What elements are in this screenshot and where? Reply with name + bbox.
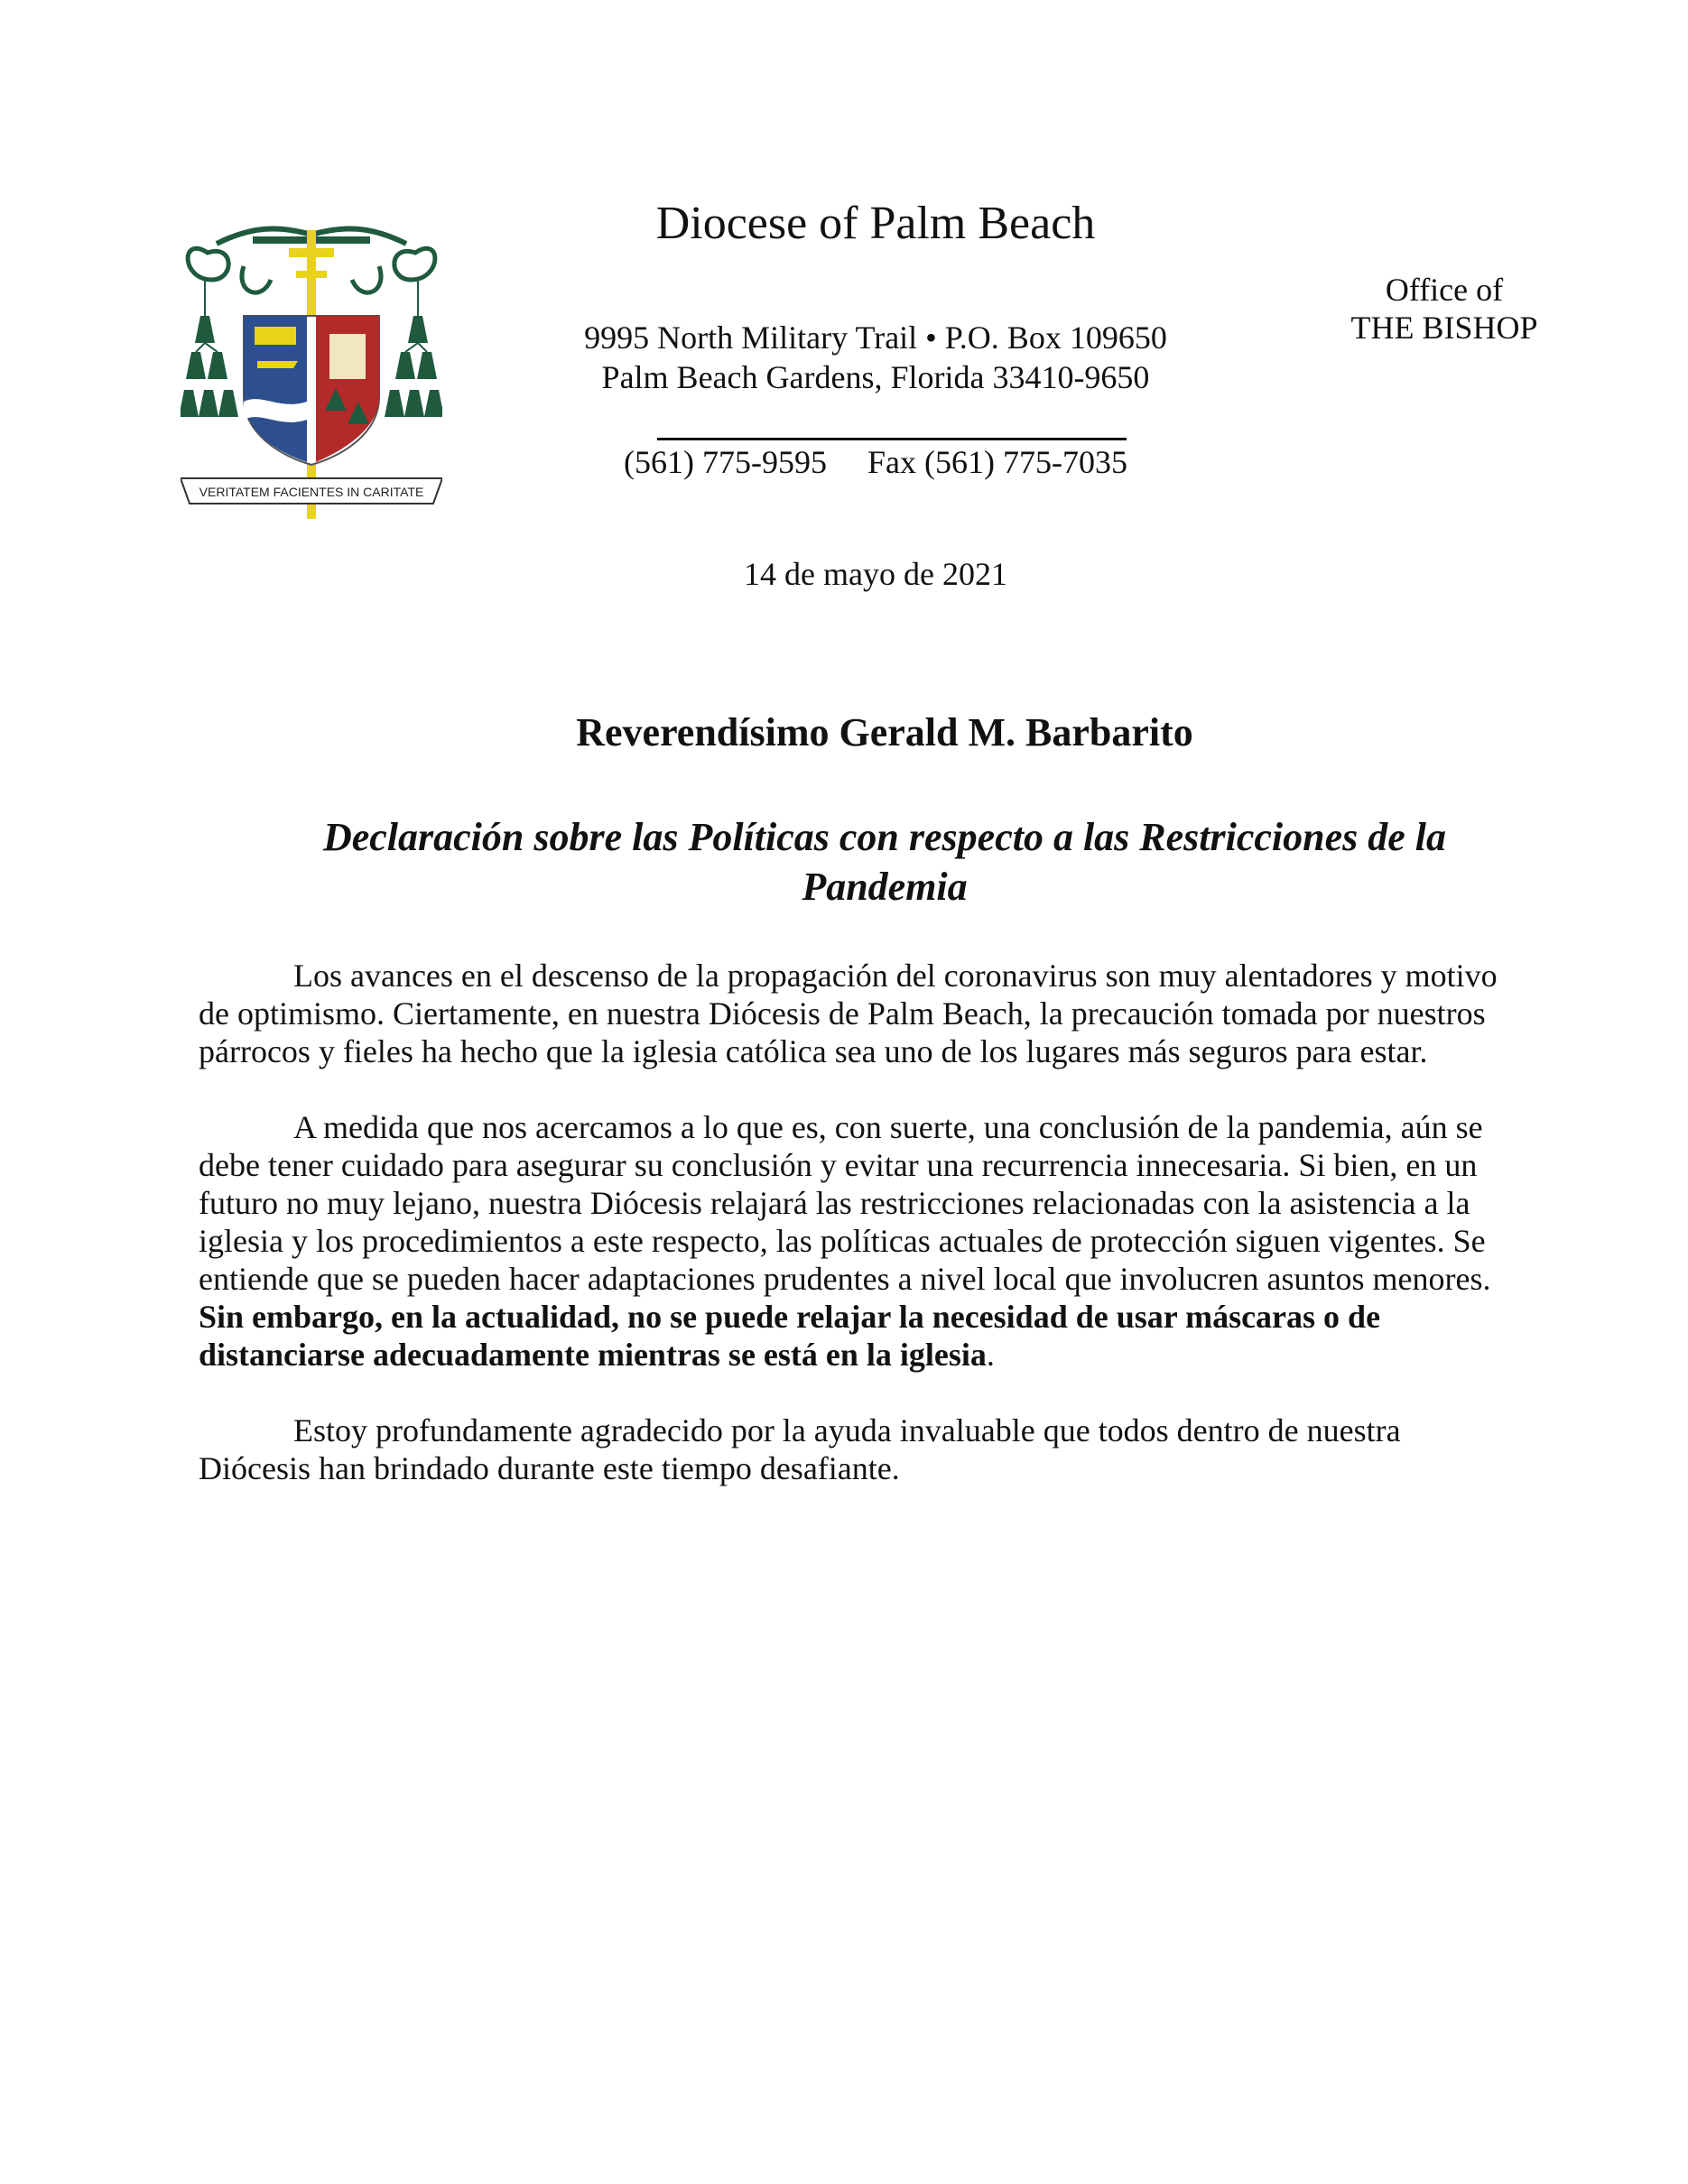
contact-line [542,442,1210,482]
statement-title-line-2: Pandemia [802,865,968,909]
paragraph-1: Los avances en el descenso de la propagación del coronavirus son muy alentadores y motivo de optimismo. Ciertamente, en nuestra Diócesis de Palm Beach, la precaución tomada por nuestros párrocos y fieles ha hecho que la iglesia católica sea uno de los lugares más seguros para estar. [199,958,1498,1069]
paragraph-2 [199,1108,1498,1374]
office-line-2: THE BISHOP [1350,310,1538,346]
office-label [1327,271,1562,347]
address-line-2: Palm Beach Gardens, Florida 33410-9650 [601,359,1150,395]
address-block [542,318,1210,397]
address-line-1: 9995 North Military Trail • P.O. Box 109650 [584,319,1167,356]
paragraph-2-bold-text: Sin embargo, en la actualidad, no se puede relajar la necesidad de usar máscaras o de distanciarse adecuadamente mientras se está en la iglesia [199,1299,1381,1373]
paragraph-2-text: A medida que nos acercamos a lo que es, con suerte, una conclusión de la pandemia, aún se debe tener cuidado para asegurar su conclusión y evitar una recurrencia innecesaria. Si bien, en un futuro no muy lejano, nuestra Diócesis relajará las restricciones relacionadas con la asistencia a la iglesia y los procedimientos a este respecto, las políticas actuales de protección siguen vigentes. Se entiende que se pueden hacer adaptaciones prudentes a nivel local que involucren asuntos menores. [199,1109,1491,1297]
phone-number: (561) 775-9595 [624,444,827,480]
letter-body [199,957,1498,1525]
paragraph-3: Estoy profundamente agradecido por la ayuda invaluable que todos dentro de nuestra Diócesis han brindado durante este tiempo desafiante. [199,1412,1401,1486]
fax-number: Fax (561) 775-7035 [867,444,1127,480]
statement-title-line-1: Declaración sobre las Políticas con respecto a las Restricciones de la [322,815,1447,859]
crest-motto: VERITATEM FACIENTES IN CARITATE [199,485,424,499]
statement-title [199,812,1571,912]
paragraph-2-end: . [986,1337,995,1373]
bishop-name: Reverendísimo Gerald M. Barbarito [576,710,1193,754]
letter-date: 14 de mayo de 2021 [744,556,1007,592]
office-line-1: Office of [1385,272,1504,308]
diocese-title: Diocese of Palm Beach [655,198,1096,249]
letterhead-divider [657,438,1127,440]
coat-of-arms-logo [181,217,442,523]
